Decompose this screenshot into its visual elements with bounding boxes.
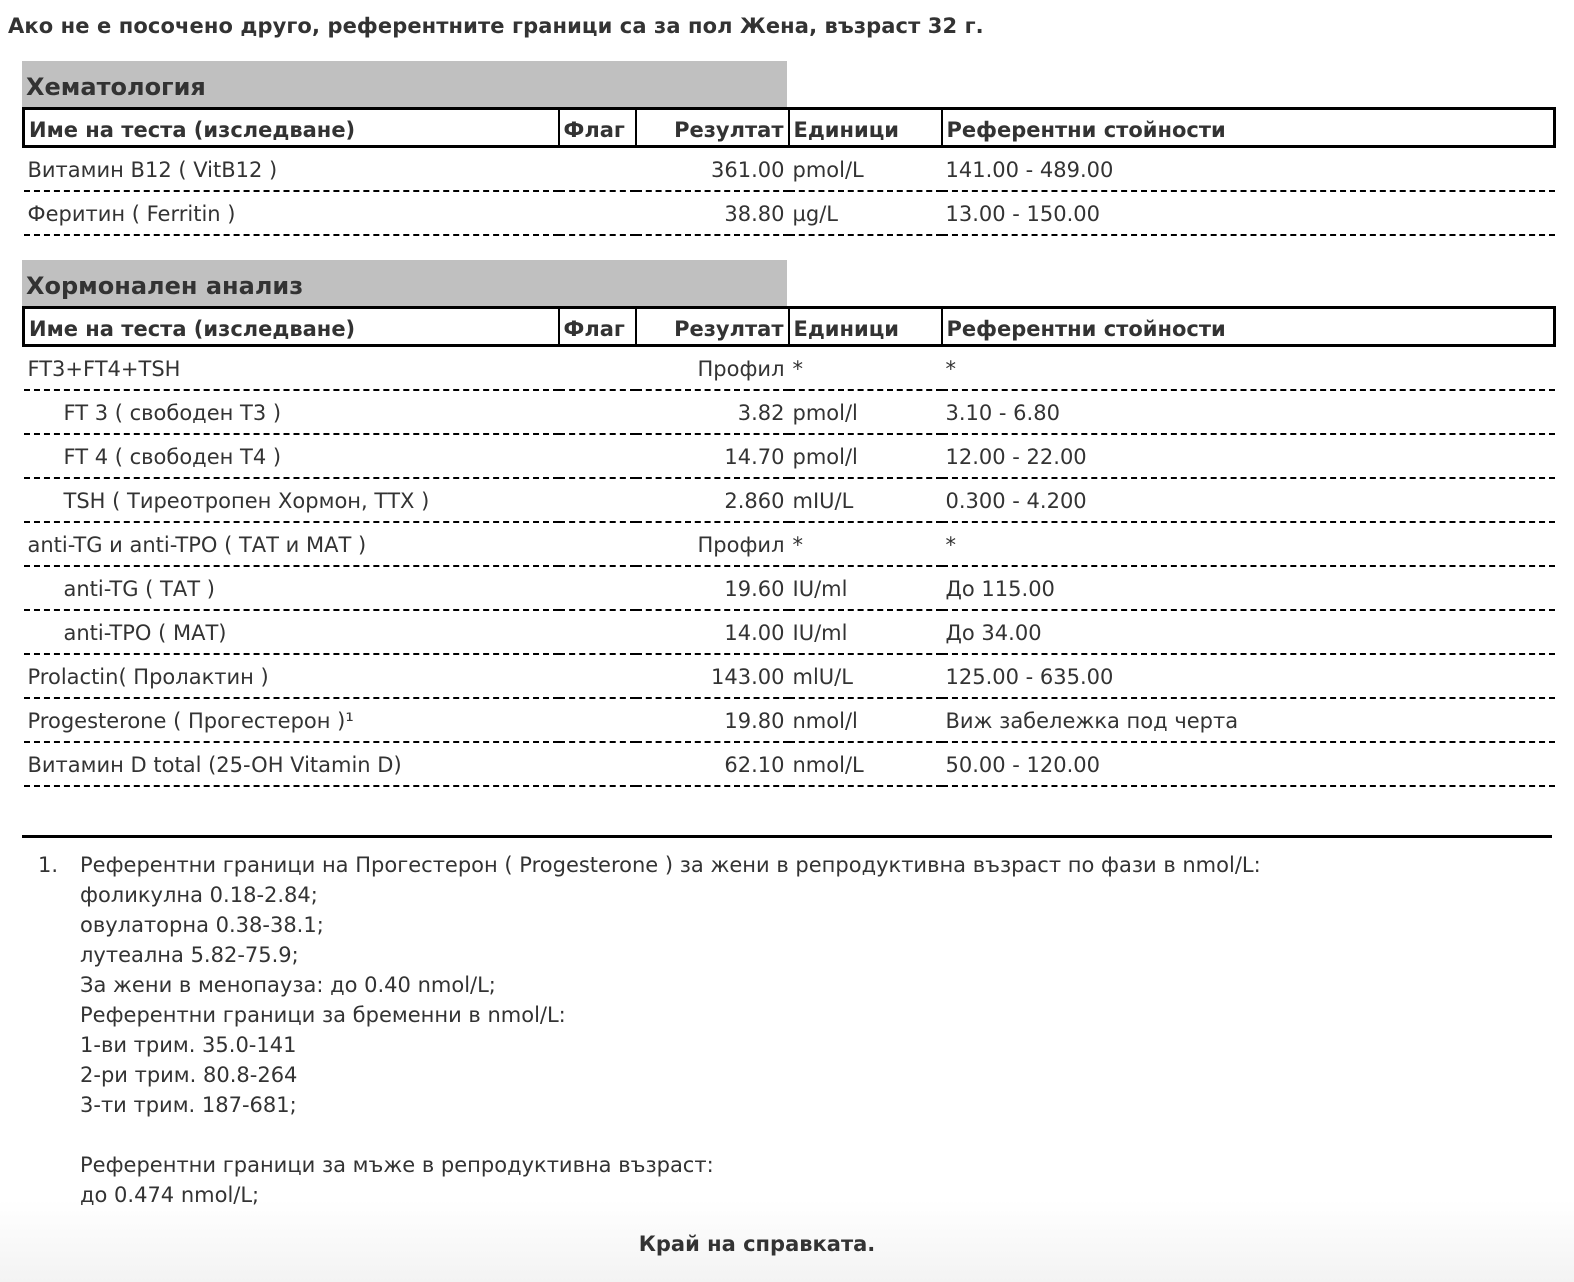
- test-result: 14.70: [636, 434, 789, 478]
- table-row: [24, 698, 1555, 742]
- end-of-report-text: Край на справката.: [638, 1232, 876, 1256]
- column-header-units: Единици: [789, 308, 942, 346]
- footnote-line: Референтни граници за мъже в репродуктивна възраст:: [80, 1153, 714, 1177]
- footnote-line: 3-ти трим. 187-681;: [80, 1093, 297, 1117]
- test-name: FT 3 ( свободен Т3 ): [24, 390, 559, 434]
- footnote-line: 2-ри трим. 80.8-264: [80, 1063, 298, 1087]
- test-result: 19.80: [636, 698, 789, 742]
- test-reference: 125.00 - 635.00: [942, 654, 1555, 698]
- test-flag: [559, 654, 636, 698]
- footnote-line: 1-ви трим. 35.0-141: [80, 1033, 297, 1057]
- test-result: 143.00: [636, 654, 789, 698]
- test-result: Профил: [636, 522, 789, 566]
- footnote-line: За жени в менопауза: до 0.40 nmol/L;: [80, 973, 496, 997]
- column-header-name: Име на теста (изследване): [24, 308, 559, 346]
- test-reference: До 115.00: [942, 566, 1555, 610]
- footnote-line: фоликулна 0.18-2.84;: [80, 883, 318, 907]
- section-hormonal-analysis: [22, 260, 1553, 787]
- test-units: nmol/l: [789, 698, 942, 742]
- test-name: Витамин D total (25-OH Vitamin D): [24, 742, 559, 786]
- table-row: [24, 478, 1555, 522]
- test-result: Профил: [636, 346, 789, 390]
- test-name: anti-TG и anti-TPO ( ТАТ и МАТ ): [24, 522, 559, 566]
- test-name: Progesterone ( Прогестерон )¹: [24, 698, 559, 742]
- footnote-text: [80, 850, 1261, 1210]
- column-header-reference: Референтни стойности: [942, 308, 1555, 346]
- column-header-name: Име на теста (изследване): [24, 109, 559, 147]
- test-flag: [559, 147, 636, 191]
- test-units: *: [789, 522, 942, 566]
- test-name: FT3+FT4+TSH: [24, 346, 559, 390]
- test-name: anti-TPO ( МАТ): [24, 610, 559, 654]
- test-name: Prolactin( Пролактин ): [24, 654, 559, 698]
- column-header-reference: Референтни стойности: [942, 109, 1555, 147]
- footnote-line: до 0.474 nmol/L;: [80, 1183, 260, 1207]
- test-units: nmol/L: [789, 742, 942, 786]
- table-row: [24, 566, 1555, 610]
- test-flag: [559, 191, 636, 235]
- test-result: 361.00: [636, 147, 789, 191]
- test-flag: [559, 698, 636, 742]
- test-name: Витамин В12 ( VitB12 ): [24, 147, 559, 191]
- test-result: 19.60: [636, 566, 789, 610]
- test-units: pmol/l: [789, 390, 942, 434]
- test-reference: 3.10 - 6.80: [942, 390, 1555, 434]
- table-row: [24, 191, 1555, 235]
- column-header-result: Резултат: [636, 109, 789, 147]
- section-title: Хормонален анализ: [22, 260, 787, 306]
- table-row: [24, 742, 1555, 786]
- footnote-line: [80, 1120, 1261, 1150]
- results-table: [22, 306, 1556, 787]
- test-reference: До 34.00: [942, 610, 1555, 654]
- table-row-profile: [24, 346, 1555, 390]
- test-flag: [559, 390, 636, 434]
- test-name: TSH ( Тиреотропен Хормон, ТТХ ): [24, 478, 559, 522]
- column-header-units: Единици: [789, 109, 942, 147]
- test-flag: [559, 566, 636, 610]
- footnote-line: Референтни граници на Прогестерон ( Progesterone ) за жени в репродуктивна възраст по фази в nmol/L:: [80, 853, 1261, 877]
- test-reference: *: [942, 346, 1555, 390]
- footnotes: [38, 850, 1261, 1210]
- test-flag: [559, 346, 636, 390]
- test-flag: [559, 522, 636, 566]
- reference-intro-text: Ако не е посочено друго, референтните граници са за пол Жена, възраст 32 г.: [8, 14, 984, 38]
- footnote-line: Референтни граници за бременни в nmol/L:: [80, 1003, 566, 1027]
- footnote-number: 1.: [38, 853, 59, 877]
- test-flag: [559, 610, 636, 654]
- test-units: pmol/L: [789, 147, 942, 191]
- table-header-row: [24, 109, 1555, 147]
- test-flag: [559, 478, 636, 522]
- test-reference: 0.300 - 4.200: [942, 478, 1555, 522]
- table-row: [24, 434, 1555, 478]
- test-result: 14.00: [636, 610, 789, 654]
- test-reference: 141.00 - 489.00: [942, 147, 1555, 191]
- test-reference: 12.00 - 22.00: [942, 434, 1555, 478]
- results-table: [22, 107, 1556, 236]
- test-name: anti-TG ( ТАТ ): [24, 566, 559, 610]
- test-units: mIU/L: [789, 478, 942, 522]
- section-title: Хематология: [22, 61, 787, 107]
- column-header-result: Резултат: [636, 308, 789, 346]
- test-name: Феритин ( Ferritin ): [24, 191, 559, 235]
- footnote-item: [38, 850, 1261, 1210]
- test-units: IU/ml: [789, 566, 942, 610]
- test-flag: [559, 434, 636, 478]
- test-units: pmol/l: [789, 434, 942, 478]
- footnote-divider: [22, 835, 1552, 838]
- table-row: [24, 654, 1555, 698]
- table-row: [24, 610, 1555, 654]
- test-result: 62.10: [636, 742, 789, 786]
- footnote-line: лутеална 5.82-75.9;: [80, 943, 299, 967]
- test-flag: [559, 742, 636, 786]
- test-reference: 50.00 - 120.00: [942, 742, 1555, 786]
- section-hematology: [22, 61, 1553, 236]
- test-units: µg/L: [789, 191, 942, 235]
- table-row: [24, 147, 1555, 191]
- test-result: 2.860: [636, 478, 789, 522]
- column-header-flag: Флаг: [559, 308, 636, 346]
- test-result: 3.82: [636, 390, 789, 434]
- test-reference: Виж забележка под черта: [942, 698, 1555, 742]
- test-result: 38.80: [636, 191, 789, 235]
- test-units: mlU/L: [789, 654, 942, 698]
- test-reference: *: [942, 522, 1555, 566]
- table-row-profile: [24, 522, 1555, 566]
- test-name: FT 4 ( свободен Т4 ): [24, 434, 559, 478]
- column-header-flag: Флаг: [559, 109, 636, 147]
- table-header-row: [24, 308, 1555, 346]
- table-row: [24, 390, 1555, 434]
- test-reference: 13.00 - 150.00: [942, 191, 1555, 235]
- test-units: IU/ml: [789, 610, 942, 654]
- footnote-line: овулаторна 0.38-38.1;: [80, 913, 324, 937]
- test-units: *: [789, 346, 942, 390]
